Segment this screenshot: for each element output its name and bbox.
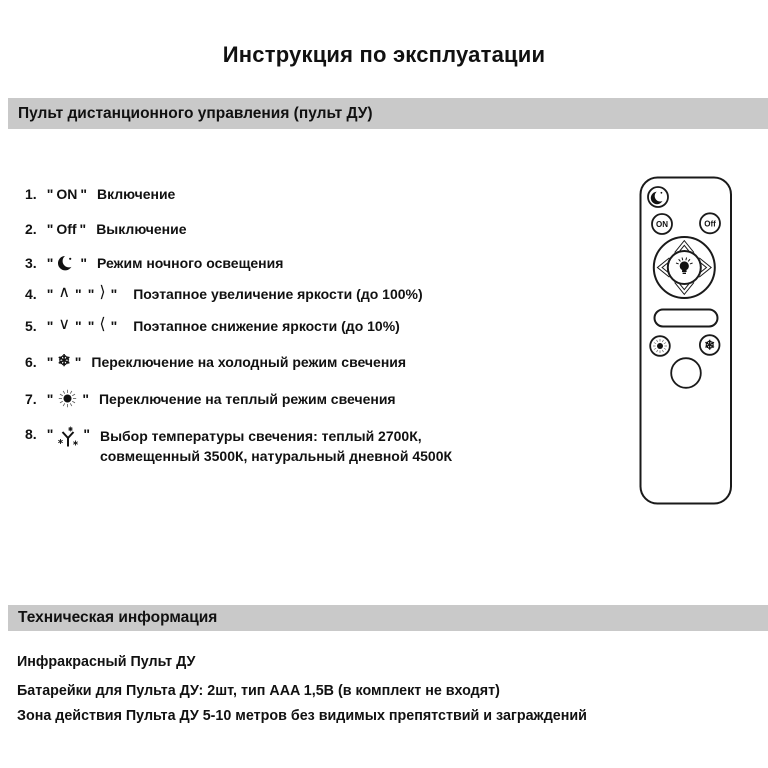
item-text [100, 426, 620, 466]
chevron-down-icon: ∨ [58, 316, 71, 333]
item-text: Выключение [96, 221, 187, 237]
section-header-remote [8, 98, 768, 129]
remote-off-button [700, 213, 720, 233]
quote-mark: " [46, 254, 54, 271]
on-label: ON [56, 186, 78, 202]
quote-mark: " [75, 318, 82, 334]
crescent-moon-icon [57, 253, 76, 272]
remote-pill-button [655, 310, 718, 327]
item-number: 3. [25, 254, 37, 271]
svg-text:ON: ON [656, 220, 668, 229]
instruction-item-brightness-up [25, 286, 423, 302]
chevron-left-icon: ⟨ [99, 316, 106, 333]
quote-mark: " [87, 286, 95, 302]
tech-info-line: Батарейки для Пульта ДУ: 2шт, тип AAA 1,5В (в комплект не входят) [17, 683, 500, 699]
page-title: Инструкция по эксплуатации [222, 42, 546, 67]
section-header-tech-label: Техническая информация [18, 609, 218, 626]
off-label: Off [56, 221, 77, 237]
warm-sun-icon [657, 343, 663, 349]
remote-dpad [654, 237, 715, 298]
item-number: 7. [25, 390, 37, 407]
quote-mark: " [46, 354, 54, 370]
item-text: Включение [96, 186, 176, 202]
section-header-remote-label: Пульт дистанционного управления (пульт ДУ) [18, 104, 373, 122]
snowflake-icon: ❄ [704, 337, 716, 353]
quote-mark: " [75, 286, 82, 302]
instruction-item-warm-mode [25, 388, 396, 409]
snowflake-icon: ❄ [57, 353, 71, 370]
quote-mark: " [79, 221, 87, 237]
quote-mark: " [83, 426, 90, 442]
tech-info-line: Зона действия Пульта ДУ 5-10 метров без видимых препятствий и заграждений [17, 708, 587, 724]
remote-control-diagram [639, 176, 733, 506]
remote-cold-button [700, 335, 720, 355]
quote-mark: " [46, 390, 54, 407]
remote-warm-button [650, 336, 670, 356]
quote-mark: " [46, 426, 54, 442]
remote-round-button [671, 358, 701, 388]
quote-mark: " [74, 354, 82, 370]
item-text-line-2: совмещенный 3500К, натуральный дневной 4500К [99, 448, 453, 464]
instruction-item-brightness-down [25, 318, 400, 334]
color-temperature-icon [57, 426, 79, 448]
quote-mark: " [46, 286, 54, 302]
quote-mark: " [80, 254, 87, 271]
instruction-item-color-temperature [25, 426, 620, 466]
instruction-item-on [25, 186, 175, 202]
quote-mark: " [46, 318, 54, 334]
item-text: Переключение на теплый режим свечения [98, 390, 396, 407]
quote-mark: " [87, 318, 95, 334]
chevron-right-icon: ⟩ [99, 284, 106, 301]
instruction-item-cold-mode [25, 352, 406, 372]
quote-mark: " [110, 318, 118, 334]
remote-on-button [652, 214, 672, 234]
remote-night-mode-button [648, 187, 668, 207]
instruction-item-night-mode [25, 253, 283, 272]
item-number: 5. [25, 318, 37, 334]
item-number: 4. [25, 286, 37, 302]
chevron-up-icon: ∧ [58, 284, 71, 301]
item-number: 2. [25, 221, 37, 237]
item-text: Поэтапное увеличение яркости (до 100%) [133, 286, 423, 302]
item-text: Поэтапное снижение яркости (до 10%) [133, 318, 400, 334]
quote-mark: " [110, 286, 118, 302]
quote-mark: " [46, 221, 54, 237]
warm-sun-icon [57, 388, 78, 409]
item-number: 6. [25, 354, 37, 370]
quote-mark: " [80, 186, 87, 202]
quote-mark: " [82, 390, 89, 407]
tech-info-line: Инфракрасный Пульт ДУ [17, 654, 196, 670]
item-number: 1. [25, 186, 37, 202]
item-number: 8. [25, 426, 37, 442]
item-text: Переключение на холодный режим свечения [91, 354, 407, 370]
quote-mark: " [46, 186, 54, 202]
item-text-line-1: Выбор температуры свечения: теплый 2700К, [99, 428, 422, 444]
item-text: Режим ночного освещения [96, 254, 284, 271]
section-header-tech [8, 605, 768, 631]
svg-text:Off: Off [704, 219, 716, 229]
instruction-item-off [25, 221, 187, 237]
